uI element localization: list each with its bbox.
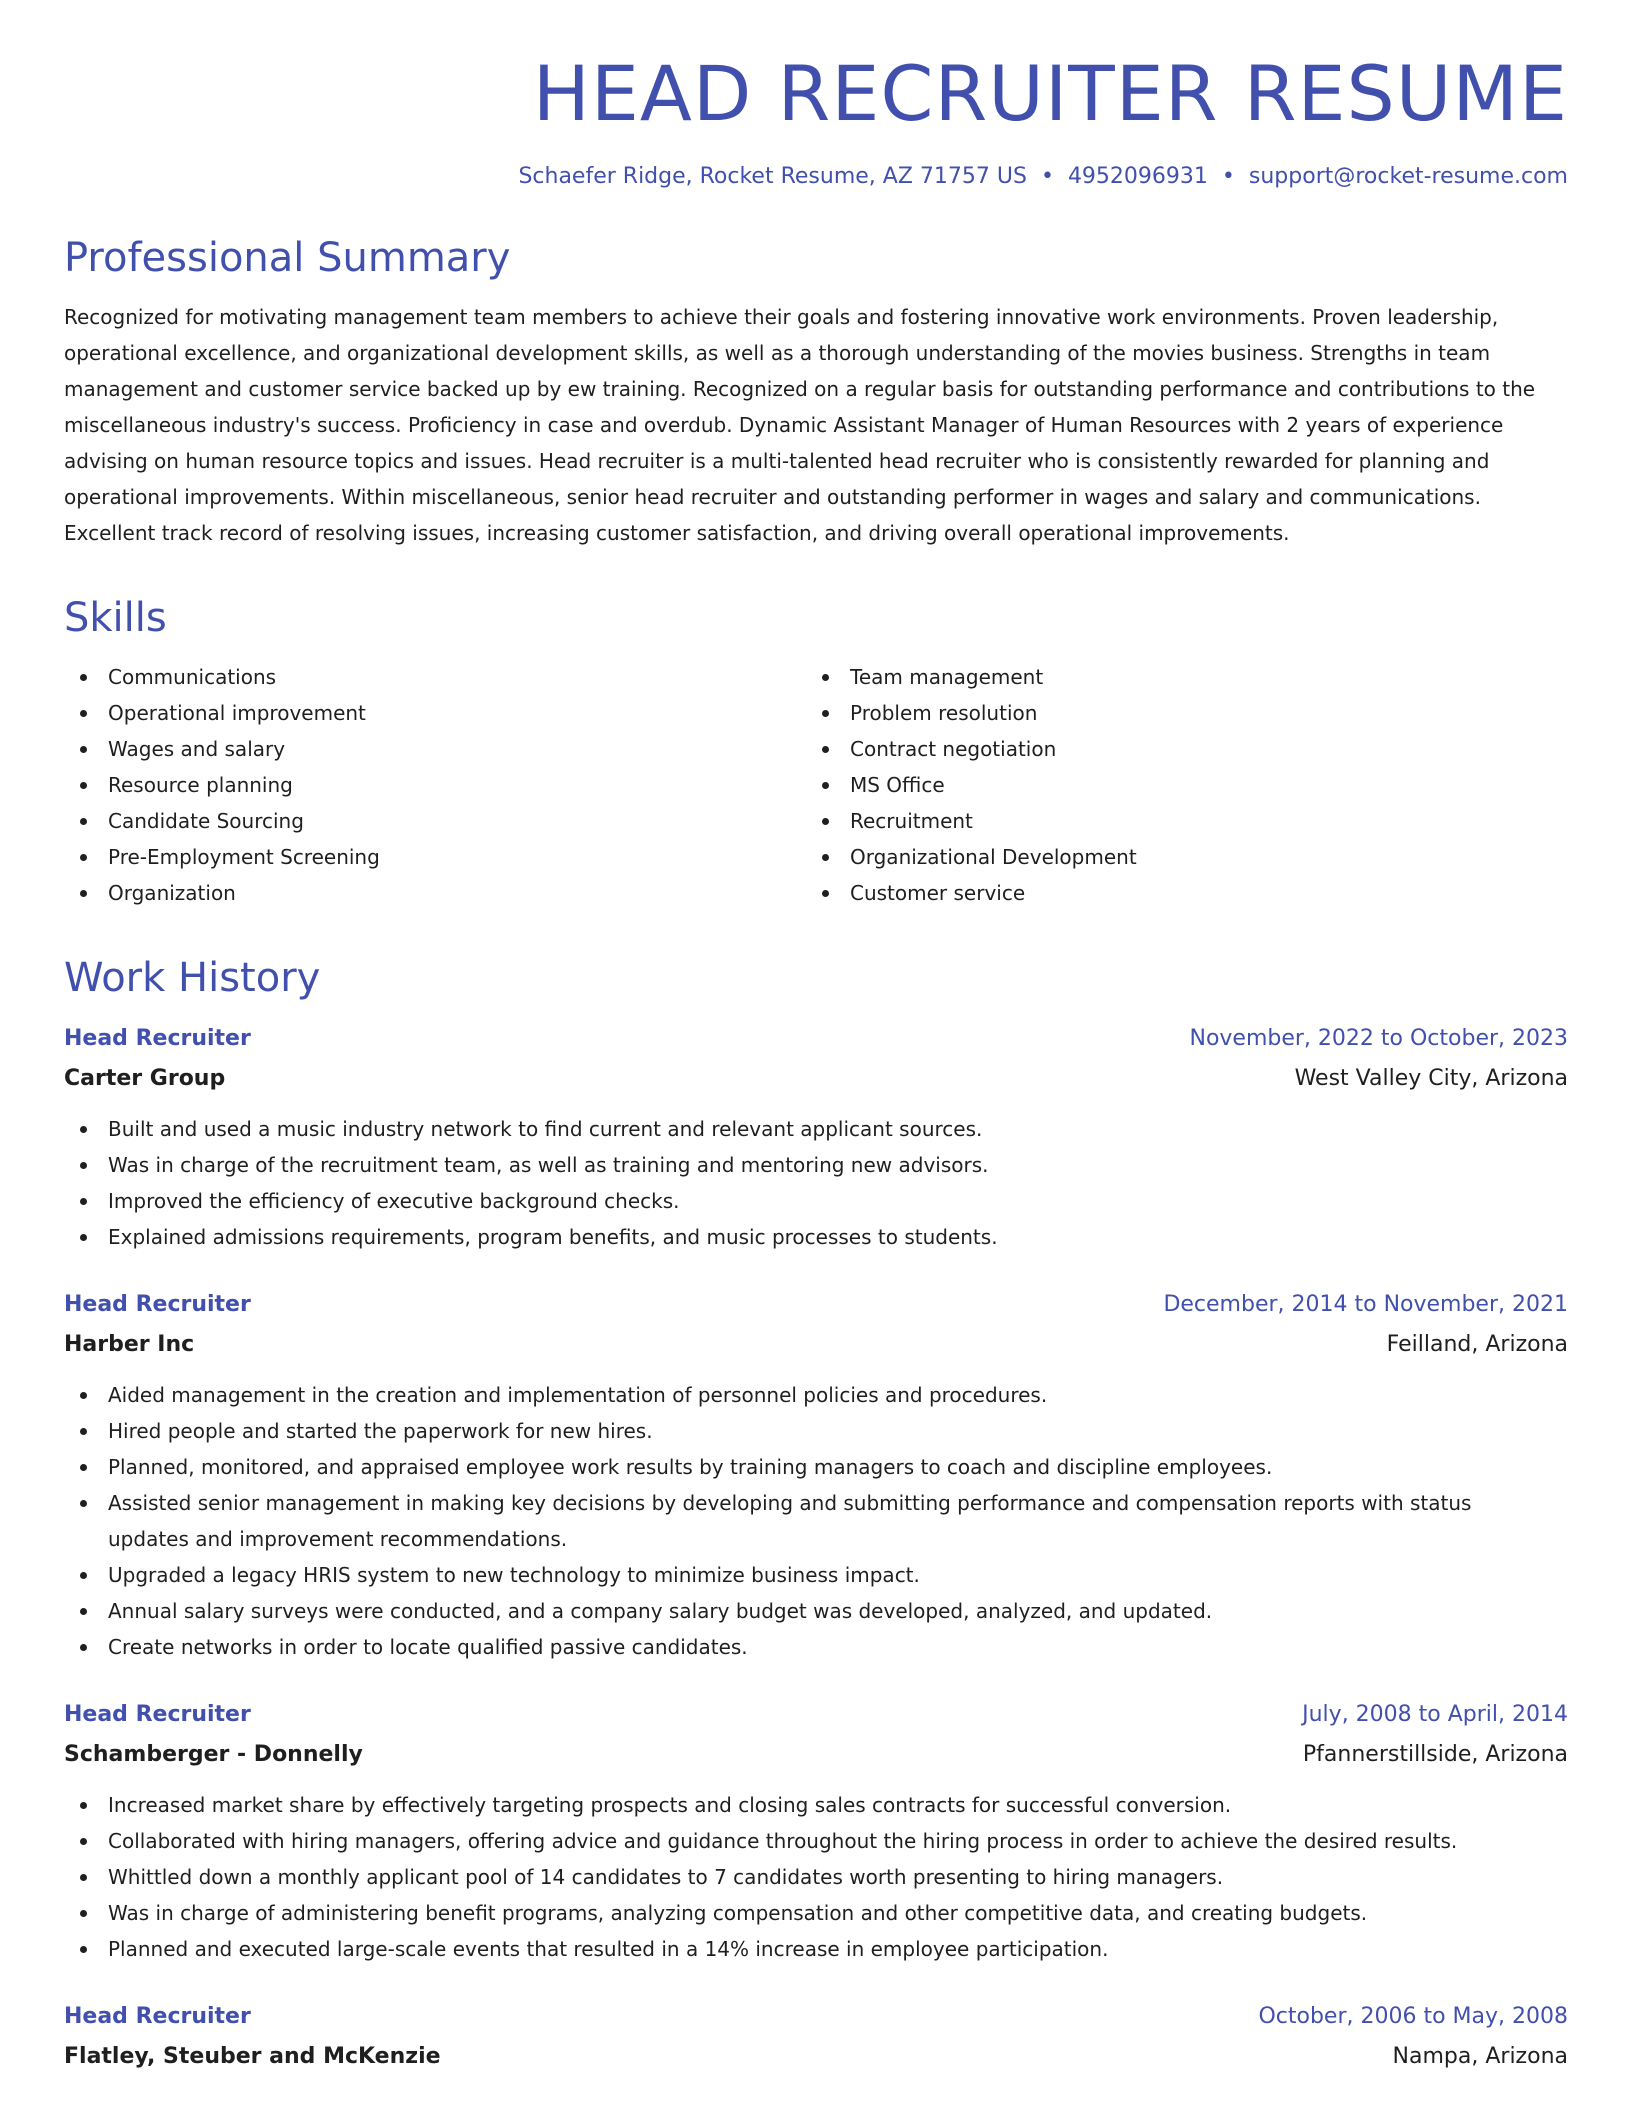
- job-bullet: Annual salary surveys were conducted, and a company salary budget was developed, analyzed, and updated.: [64, 1593, 1568, 1629]
- job-bullets: [64, 1111, 1568, 1255]
- skill-item: Recruitment: [806, 803, 1548, 839]
- contact-address: Schaefer Ridge, Rocket Resume, AZ 71757 US: [518, 163, 1027, 189]
- job-entry: [64, 1285, 1568, 1665]
- summary-text: Recognized for motivating management team members to achieve their goals and fostering innovative work environments. Proven leadership, operational excellence, and organizational development skills, as well as a thorough understanding of the movies business. Strengths in team management and customer service backed up by ew training. Recognized on a regular basis for outstanding performance and contributions to the miscellaneous industry's success. Proficiency in case and overdub. Dynamic Assistant Manager of Human Resources with 2 years of experience advising on human resource topics and issues. Head recruiter is a multi-talented head recruiter who is consistently rewarded for planning and operational improvements. Within miscellaneous, senior head recruiter and outstanding performer in wages and salary and communications. Excellent track record of resolving issues, increasing customer satisfaction, and driving overall operational improvements.: [64, 304, 1536, 545]
- company-name: Harber Inc: [64, 1331, 195, 1357]
- contact-separator: •: [1221, 163, 1235, 189]
- job-bullet: Planned, monitored, and appraised employee work results by training managers to coach and discipline employees.: [64, 1449, 1568, 1485]
- company-name: Carter Group: [64, 1065, 226, 1091]
- work-history-heading: Work History: [64, 954, 321, 1001]
- job-location: Feilland, Arizona: [1386, 1331, 1568, 1357]
- job-bullet: Was in charge of administering benefit programs, analyzing compensation and other competitive data, and creating budgets.: [64, 1895, 1568, 1931]
- skill-item: Resource planning: [64, 767, 806, 803]
- skills-list: [64, 659, 1568, 911]
- job-bullet: Create networks in order to locate qualified passive candidates.: [64, 1629, 1568, 1665]
- job-bullets: [64, 1787, 1568, 1967]
- skill-item: Organizational Development: [806, 839, 1548, 875]
- job-bullet: Built and used a music industry network to find current and relevant applicant sources.: [64, 1111, 1568, 1147]
- company-name: Schamberger - Donnelly: [64, 1741, 363, 1767]
- job-bullet: Upgraded a legacy HRIS system to new technology to minimize business impact.: [64, 1557, 1568, 1593]
- job-dates: December, 2014 to November, 2021: [1163, 1291, 1568, 1317]
- job-bullet: Collaborated with hiring managers, offering advice and guidance throughout the hiring process in order to achieve the desired results.: [64, 1823, 1568, 1859]
- job-bullet: Aided management in the creation and implementation of personnel policies and procedures.: [64, 1377, 1568, 1413]
- skill-item: Organization: [64, 875, 806, 911]
- skill-item: Problem resolution: [806, 695, 1548, 731]
- job-bullet: Improved the efficiency of executive background checks.: [64, 1183, 1568, 1219]
- contact-line: [64, 164, 1568, 189]
- job-bullet: Was in charge of the recruitment team, as well as training and mentoring new advisors.: [64, 1147, 1568, 1183]
- company-name: Flatley, Steuber and McKenzie: [64, 2043, 441, 2069]
- skill-item: Communications: [64, 659, 806, 695]
- skill-item: Wages and salary: [64, 731, 806, 767]
- job-entry: [64, 1997, 1568, 2077]
- job-dates: July, 2008 to April, 2014: [1302, 1701, 1568, 1727]
- job-bullet: Planned and executed large-scale events that resulted in a 14% increase in employee participation.: [64, 1931, 1568, 1967]
- skill-item: Pre-Employment Screening: [64, 839, 806, 875]
- job-entry: [64, 1695, 1568, 1967]
- resume-title: HEAD RECRUITER RESUME: [532, 49, 1568, 138]
- summary-heading: Professional Summary: [64, 234, 511, 281]
- skill-item: Candidate Sourcing: [64, 803, 806, 839]
- job-dates: October, 2006 to May, 2008: [1258, 2003, 1568, 2029]
- job-location: Pfannerstillside, Arizona: [1302, 1741, 1568, 1767]
- job-bullet: Hired people and started the paperwork for new hires.: [64, 1413, 1568, 1449]
- job-dates: November, 2022 to October, 2023: [1189, 1025, 1568, 1051]
- job-location: Nampa, Arizona: [1392, 2043, 1568, 2069]
- contact-separator: •: [1040, 163, 1054, 189]
- skill-item: MS Office: [806, 767, 1548, 803]
- skill-item: Customer service: [806, 875, 1548, 911]
- job-title: Head Recruiter: [64, 1701, 251, 1727]
- job-entry: [64, 1019, 1568, 1255]
- job-location: West Valley City, Arizona: [1294, 1065, 1568, 1091]
- skills-column-left: [64, 659, 806, 911]
- skill-item: Contract negotiation: [806, 731, 1548, 767]
- job-bullet: Explained admissions requirements, program benefits, and music processes to students.: [64, 1219, 1568, 1255]
- skills-heading: Skills: [64, 594, 167, 641]
- contact-email: support@rocket-resume.com: [1248, 163, 1568, 189]
- job-bullet: Whittled down a monthly applicant pool of 14 candidates to 7 candidates worth presenting to hiring managers.: [64, 1859, 1568, 1895]
- skill-item: Team management: [806, 659, 1548, 695]
- contact-phone: 4952096931: [1067, 163, 1208, 189]
- job-bullets: [64, 1377, 1568, 1665]
- skill-item: Operational improvement: [64, 695, 806, 731]
- job-title: Head Recruiter: [64, 1025, 251, 1051]
- skills-column-right: [806, 659, 1548, 911]
- job-title: Head Recruiter: [64, 1291, 251, 1317]
- job-bullet: Increased market share by effectively targeting prospects and closing sales contracts for successful conversion.: [64, 1787, 1568, 1823]
- job-bullet: Assisted senior management in making key decisions by developing and submitting performance and compensation reports with status updates and improvement recommendations.: [64, 1485, 1568, 1557]
- job-title: Head Recruiter: [64, 2003, 251, 2029]
